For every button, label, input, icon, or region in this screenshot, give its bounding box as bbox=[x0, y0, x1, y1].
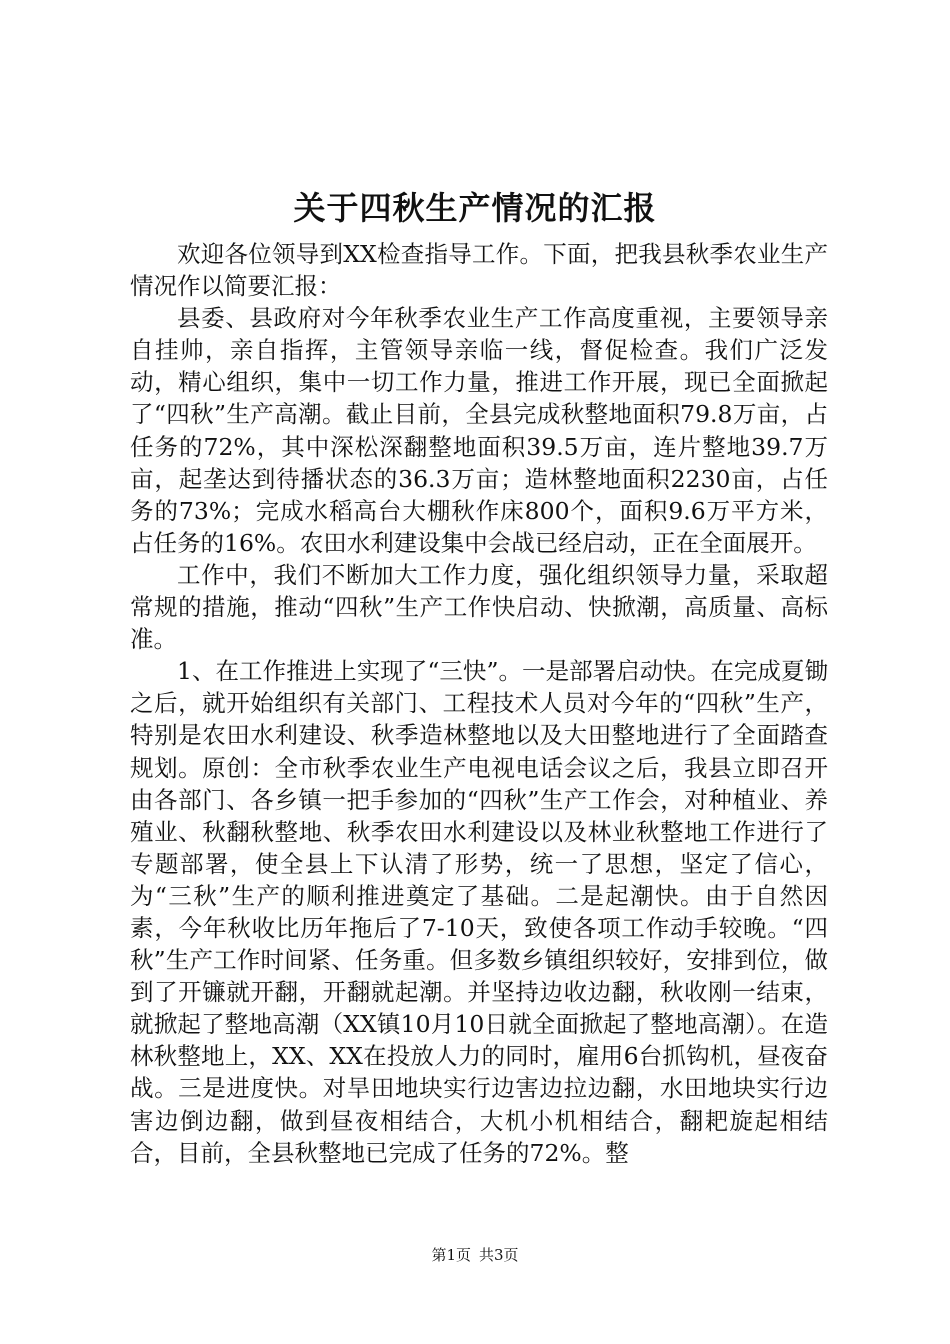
paragraph-measures: 工作中，我们不断加大工作力度，强化组织领导力量，采取超常规的措施，推动“四秋”生产工作快启动、快掀潮，高质量、高标准。 bbox=[130, 560, 828, 654]
paragraph-overview: 县委、县政府对今年秋季农业生产工作高度重视，主要领导亲自挂帅，亲自指挥，主管领导亲临一线，督促检查。我们广泛发动，精心组织，集中一切工作力量，推进工作开展，现已全面掀起了“四秋”生产高潮。截止目前，全县完成秋整地面积79.8万亩，占任务的72%，其中深松深翻整地面积39.5万亩，连片整地39.7万亩，起垄达到待播状态的36.3万亩；造林整地面积2230亩，占任务的73%；完成水稻高台大棚秋作床800个，面积9.6万平方米，占任务的16%。农田水利建设集中会战已经启动，正在全面展开。 bbox=[130, 304, 828, 557]
paragraph-three-fast: 1、在工作推进上实现了“三快”。一是部署启动快。在完成夏锄之后，就开始组织有关部门、工程技术人员对今年的“四秋”生产，特别是农田水利建设、秋季造林整地以及大田整地进行了全面踏查规划。原创：全市秋季农业生产电视电话会议之后，我县立即召开由各部门、各乡镇一把手参加的“四秋”生产工作会，对种植业、养殖业、秋翻秋整地、秋季农田水利建设以及林业秋整地工作进行了专题部署，使全县上下认清了形势，统一了思想，坚定了信心，为“三秋”生产的顺利推进奠定了基础。二是起潮快。由于自然因素，今年秋收比历年拖后了7-10天，致使各项工作动手较晚。“四秋”生产工作时间紧、任务重。但多数乡镇组织较好，安排到位，做到了开镰就开翻，开翻就起潮。并坚持边收边翻，秋收刚一结束，就掀起了整地高潮（XX镇10月10日就全面掀起了整地高潮）。在造林秋整地上，XX、XX在投放人力的同时，雇用6台抓钩机，昼夜奋战。三是进度快。对旱田地块实行边害边拉边翻，水田地块实行边害边倒边翻，做到昼夜相结合，大机小机相结合，翻耙旋起相结合，目前，全县秋整地已完成了任务的72%。整 bbox=[130, 657, 828, 1167]
page-total: 共3页 bbox=[479, 1246, 519, 1264]
document-title: 关于四秋生产情况的汇报 bbox=[293, 189, 657, 227]
document-body bbox=[130, 238, 828, 1169]
paragraph-intro: 欢迎各位领导到XX检查指导工作。下面，把我县秋季农业生产情况作以简要汇报： bbox=[130, 240, 828, 301]
page-footer bbox=[0, 1245, 950, 1265]
page-number: 第1页 bbox=[431, 1246, 471, 1264]
